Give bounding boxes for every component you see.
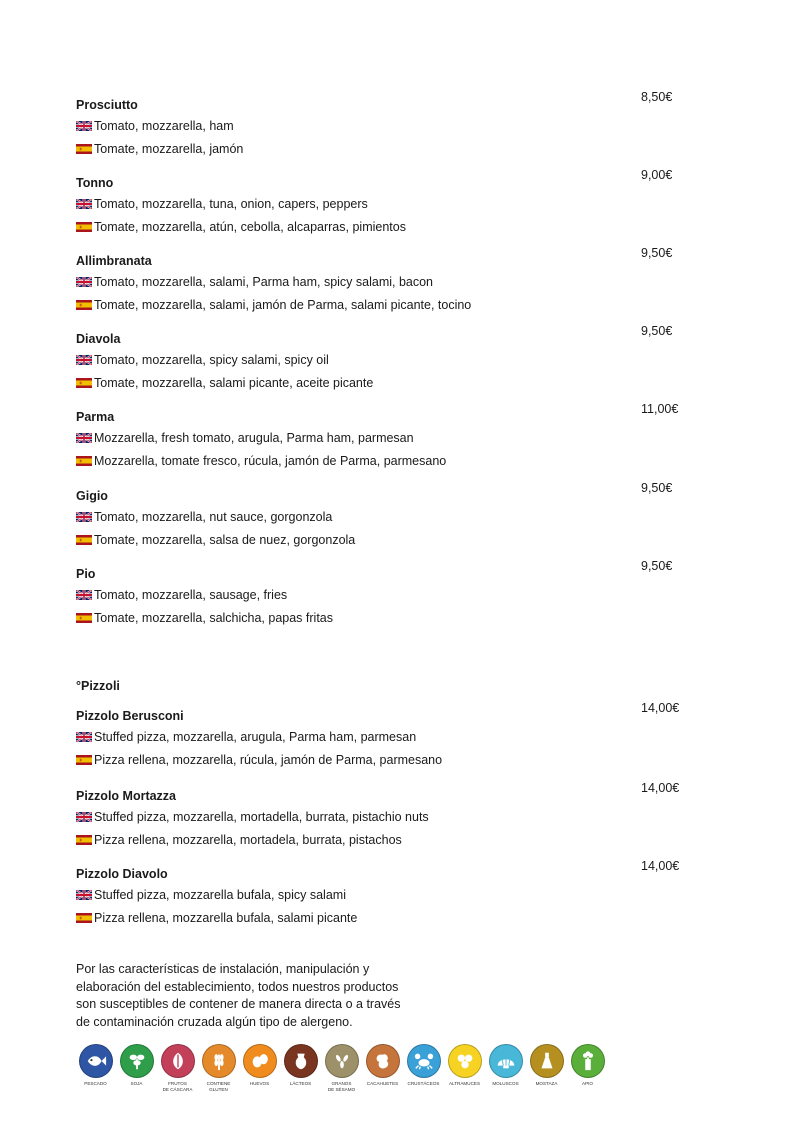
item-price: 9,00€	[641, 168, 673, 182]
allergen-label: PESCADO	[84, 1081, 107, 1086]
item-name: Pizzolo Berusconi	[76, 709, 184, 723]
spanish-description	[76, 219, 406, 235]
allergen-label: SOJA	[130, 1081, 143, 1086]
menu-item	[76, 168, 716, 241]
description-text: Mozzarella, fresh tomato, arugula, Parma ham, parmesan	[94, 431, 414, 445]
description-text: Stuffed pizza, mozzarella, mortadella, burrata, pistachio nuts	[94, 810, 429, 824]
spanish-description	[76, 375, 373, 391]
uk-flag-icon	[76, 121, 92, 131]
menu-item	[76, 90, 716, 163]
allergen-item	[404, 1044, 443, 1092]
allergen-label: CRUSTÁCEOS	[407, 1081, 440, 1086]
description-text: Pizza rellena, mozzarella, mortadela, burrata, pistachos	[94, 833, 402, 847]
spain-flag-icon	[76, 378, 92, 388]
spain-flag-icon	[76, 300, 92, 310]
allergen-item	[363, 1044, 402, 1092]
english-description	[76, 729, 416, 745]
shell-icon	[489, 1044, 523, 1078]
spain-flag-icon	[76, 755, 92, 765]
description-text: Stuffed pizza, mozzarella bufala, spicy salami	[94, 888, 346, 902]
spain-flag-icon	[76, 913, 92, 923]
uk-flag-icon	[76, 277, 92, 287]
spanish-description	[76, 910, 357, 926]
description-text: Tomato, mozzarella, sausage, fries	[94, 588, 288, 602]
spanish-description	[76, 453, 446, 469]
spanish-description	[76, 752, 442, 768]
description-text: Tomate, mozzarella, salami, jamón de Parma, salami picante, tocino	[94, 298, 472, 312]
item-name: Pizzolo Diavolo	[76, 867, 168, 881]
allergen-label: CACAHUETES	[366, 1081, 399, 1086]
item-price: 9,50€	[641, 324, 673, 338]
menu-item	[76, 324, 716, 397]
item-price: 14,00€	[641, 781, 680, 795]
item-price: 11,00€	[641, 402, 679, 416]
spanish-description	[76, 610, 333, 626]
crab-icon	[407, 1044, 441, 1078]
disclaimer-line: son susceptibles de contener de manera directa o a través	[76, 997, 401, 1011]
uk-flag-icon	[76, 590, 92, 600]
allergen-item	[117, 1044, 156, 1092]
allergen-label: MOSTAZA	[535, 1081, 558, 1086]
allergen-legend	[76, 1044, 609, 1092]
item-name: Pio	[76, 567, 96, 581]
uk-flag-icon	[76, 812, 92, 822]
spanish-description	[76, 532, 355, 548]
fish-icon	[79, 1044, 113, 1078]
item-price: 9,50€	[641, 481, 673, 495]
item-name: Diavola	[76, 332, 121, 346]
item-name: Allimbranata	[76, 254, 152, 268]
allergen-label: LÁCTEOS	[289, 1081, 312, 1086]
spain-flag-icon	[76, 222, 92, 232]
allergen-item	[158, 1044, 197, 1092]
menu-item	[76, 402, 716, 475]
nut-icon	[161, 1044, 195, 1078]
disclaimer-line: de contaminación cruzada algún tipo de alergeno.	[76, 1014, 353, 1029]
description-text: Pizza rellena, mozzarella, rúcula, jamón de Parma, parmesano	[94, 753, 443, 767]
uk-flag-icon	[76, 890, 92, 900]
wheat-icon	[202, 1044, 236, 1078]
spain-flag-icon	[76, 535, 92, 545]
english-description	[76, 887, 346, 903]
allergen-label: APIO	[582, 1081, 593, 1086]
item-price: 14,00€	[641, 701, 680, 715]
uk-flag-icon	[76, 433, 92, 443]
allergen-label: HUEVOS	[249, 1081, 270, 1086]
english-description	[76, 809, 429, 825]
description-text: Tomate, mozzarella, atún, cebolla, alcaparras, pimientos	[94, 220, 406, 234]
item-name: Prosciutto	[76, 98, 138, 112]
spain-flag-icon	[76, 835, 92, 845]
item-price: 9,50€	[641, 246, 673, 260]
allergen-label: MOLUSCOS	[492, 1081, 519, 1086]
menu-item	[76, 781, 716, 854]
item-price: 14,00€	[641, 859, 680, 873]
menu-item	[76, 481, 716, 554]
menu-item	[76, 559, 716, 632]
spanish-description	[76, 297, 471, 313]
allergen-label: ALTRAMUCES	[448, 1081, 481, 1086]
spanish-description	[76, 141, 243, 157]
egg-icon	[243, 1044, 277, 1078]
uk-flag-icon	[76, 512, 92, 522]
english-description	[76, 509, 332, 525]
spain-flag-icon	[76, 613, 92, 623]
menu-item	[76, 859, 716, 932]
description-text: Tomato, mozzarella, nut sauce, gorgonzola	[94, 510, 333, 524]
allergen-item	[486, 1044, 525, 1092]
pizzoli-section-title: °Pizzoli	[76, 679, 120, 693]
item-name: Parma	[76, 410, 115, 424]
english-description	[76, 274, 433, 290]
description-text: Mozzarella, tomate fresco, rúcula, jamón de Parma, parmesano	[94, 454, 447, 468]
description-text: Pizza rellena, mozzarella bufala, salami picante	[94, 911, 358, 925]
sesame-icon	[325, 1044, 359, 1078]
peanut-icon	[366, 1044, 400, 1078]
disclaimer-line: elaboración del establecimiento, todos nuestros productos	[76, 979, 399, 994]
allergen-disclaimer	[76, 961, 436, 1031]
allergen-item	[199, 1044, 238, 1092]
description-text: Tomato, mozzarella, salami, Parma ham, spicy salami, bacon	[94, 275, 434, 289]
celery-icon	[571, 1044, 605, 1078]
lupin-icon	[448, 1044, 482, 1078]
allergen-item	[445, 1044, 484, 1092]
uk-flag-icon	[76, 732, 92, 742]
allergen-item	[281, 1044, 320, 1092]
allergen-label: GRANOS DE SÉSAMO	[327, 1081, 356, 1092]
uk-flag-icon	[76, 199, 92, 209]
allergen-item	[240, 1044, 279, 1092]
item-name: Pizzolo Mortazza	[76, 789, 177, 803]
description-text: Tomate, mozzarella, jamón	[94, 142, 244, 156]
milk-icon	[284, 1044, 318, 1078]
allergen-item	[527, 1044, 566, 1092]
english-description	[76, 118, 234, 134]
item-price: 9,50€	[641, 559, 673, 573]
allergen-label: FRUTOS DE CÁSCARA	[162, 1081, 193, 1092]
description-text: Tomato, mozzarella, spicy salami, spicy oil	[94, 353, 329, 367]
description-text: Tomato, mozzarella, ham	[94, 119, 234, 133]
item-name: Gigio	[76, 489, 108, 503]
allergen-label: CONTIENE GLUTEN	[206, 1081, 231, 1092]
menu-item	[76, 701, 716, 774]
allergen-item	[76, 1044, 115, 1092]
disclaimer-line: Por las características de instalación, manipulación y	[76, 962, 370, 976]
menu-item	[76, 246, 716, 319]
description-text: Tomate, mozzarella, salsa de nuez, gorgonzola	[94, 533, 356, 547]
english-description	[76, 352, 329, 368]
english-description	[76, 196, 368, 212]
allergen-item	[568, 1044, 607, 1092]
description-text: Stuffed pizza, mozzarella, arugula, Parma ham, parmesan	[94, 730, 417, 744]
description-text: Tomate, mozzarella, salchicha, papas fritas	[94, 611, 333, 625]
description-text: Tomate, mozzarella, salami picante, aceite picante	[94, 376, 374, 390]
uk-flag-icon	[76, 355, 92, 365]
allergen-item	[322, 1044, 361, 1092]
spanish-description	[76, 832, 402, 848]
soy-icon	[120, 1044, 154, 1078]
item-price: 8,50€	[641, 90, 673, 104]
english-description	[76, 587, 287, 603]
mustard-icon	[530, 1044, 564, 1078]
spain-flag-icon	[76, 144, 92, 154]
english-description	[76, 430, 414, 446]
spain-flag-icon	[76, 456, 92, 466]
description-text: Tomato, mozzarella, tuna, onion, capers, peppers	[94, 197, 368, 211]
item-name: Tonno	[76, 176, 114, 190]
